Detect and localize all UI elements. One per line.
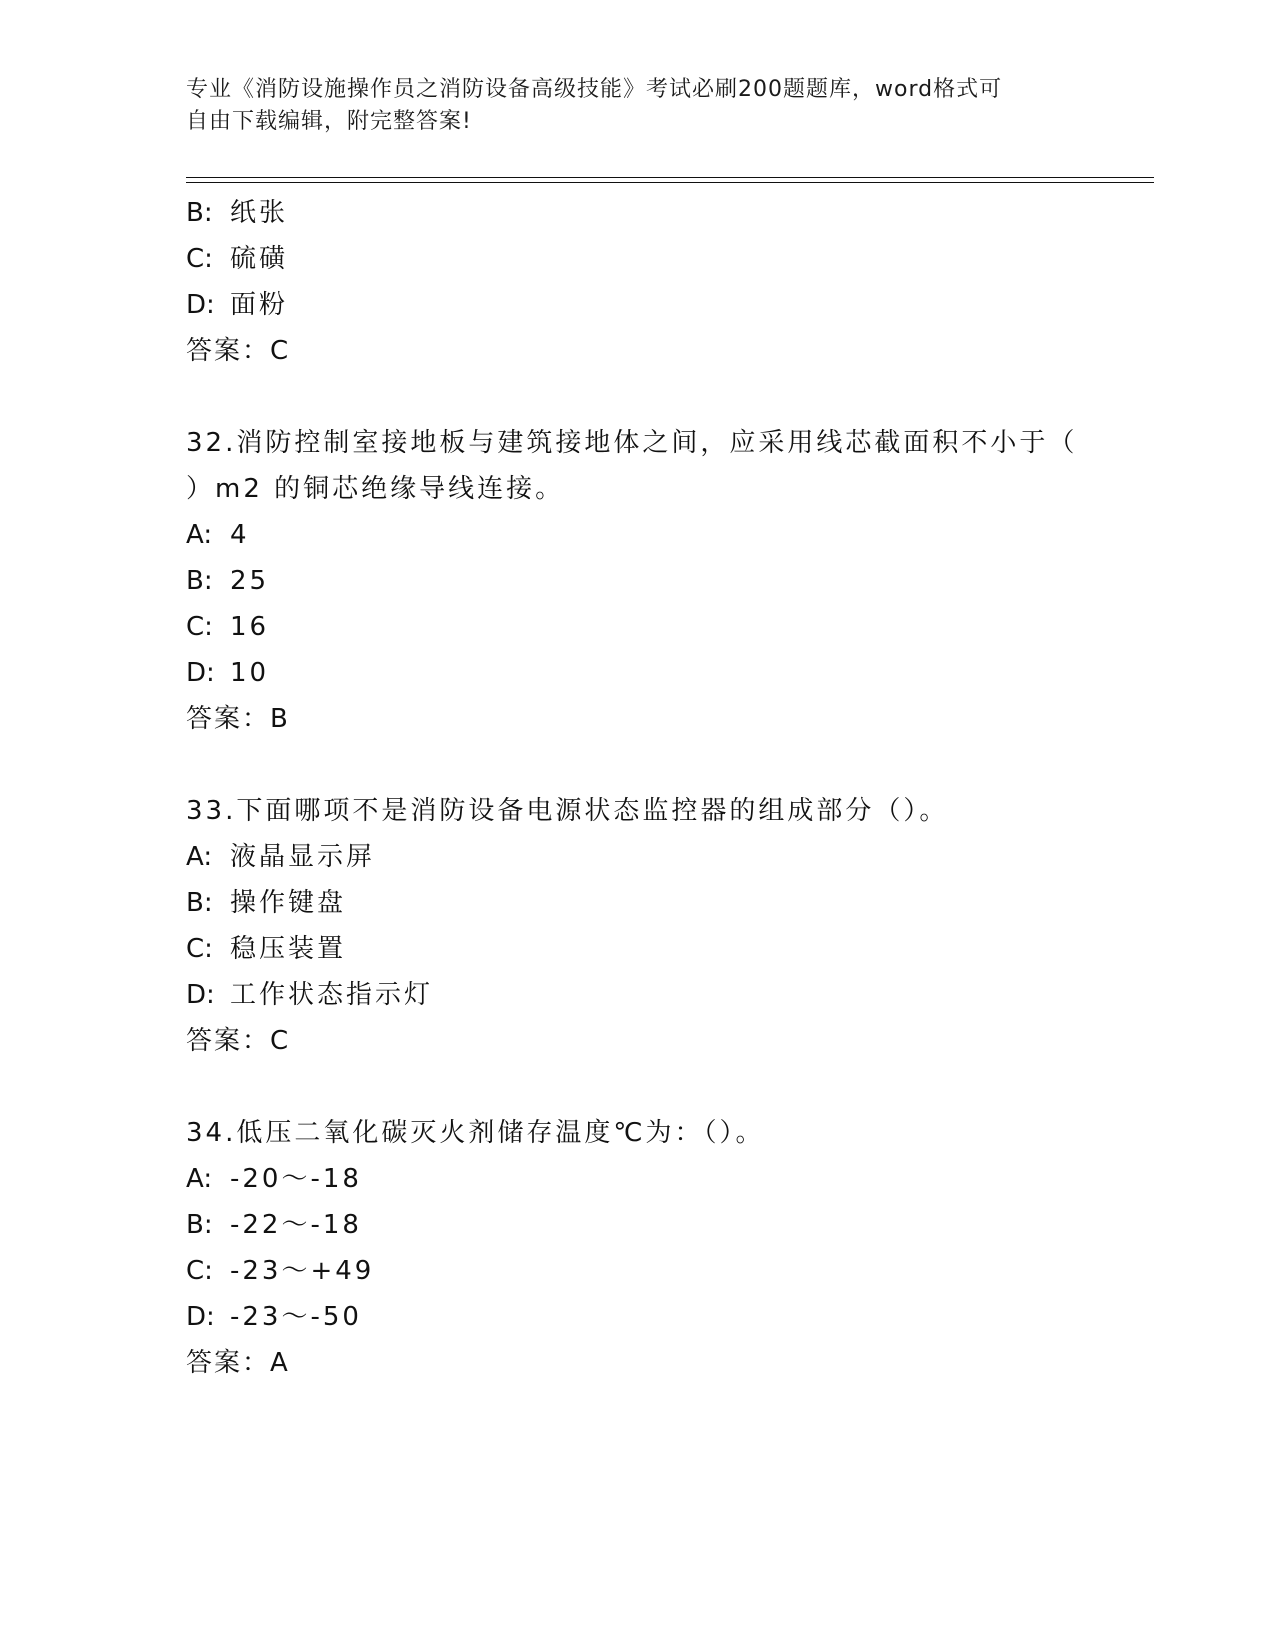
answer-line: 答案：A [186,1348,290,1378]
option-c [186,236,1086,282]
option-key: A: [186,520,213,550]
answer-line: 答案：C [186,1026,291,1056]
option-key: D: [186,290,215,320]
option-key: B: [186,566,213,596]
option-text: -23～-50 [230,1302,362,1332]
option-c [186,926,1086,972]
option-c [186,604,1086,650]
option-key: C: [186,244,213,274]
option-b [186,880,1086,926]
option-key: D: [186,658,215,688]
option-key: B: [186,1210,213,1240]
option-text: 面粉 [230,290,289,320]
document-header [186,74,1086,138]
option-a [186,834,1086,880]
option-c [186,1248,1086,1294]
question-stem-line-1: 33.下面哪项不是消防设备电源状态监控器的组成部分（）。 [186,796,949,826]
option-key: C: [186,1256,213,1286]
option-key: B: [186,888,213,918]
option-key: A: [186,842,213,872]
question-list [186,190,1086,1386]
option-text: -23～+49 [230,1256,375,1286]
option-text: 25 [230,566,270,596]
question-stem-line-1: 32.消防控制室接地板与建筑接地体之间，应采用线芯截面积不小于（ [186,428,1078,458]
answer-line: 答案：C [186,336,291,366]
question-stem-line-1: 34.低压二氧化碳灭火剂储存温度℃为：（）。 [186,1118,765,1148]
option-text: -20～-18 [230,1164,362,1194]
header-line-1: 专业《消防设施操作员之消防设备高级技能》考试必刷200题题库，word格式可 [186,77,1003,102]
option-a [186,512,1086,558]
option-text: 操作键盘 [230,888,347,918]
option-text: 纸张 [230,198,289,228]
option-d [186,650,1086,696]
answer-line: 答案：B [186,704,290,734]
option-a [186,1156,1086,1202]
option-key: D: [186,1302,215,1332]
option-text: 硫磺 [230,244,289,274]
option-key: B: [186,198,213,228]
option-text: 16 [230,612,270,642]
option-key: C: [186,612,213,642]
header-divider-bottom [186,182,1154,183]
option-b [186,190,1086,236]
option-key: C: [186,934,213,964]
option-text: 工作状态指示灯 [230,980,434,1010]
option-text: 稳压装置 [230,934,347,964]
option-text: 10 [230,658,270,688]
question-31-tail [186,190,1086,374]
question-33 [186,788,1086,1064]
question-stem-line-2: ）m2 的铜芯绝缘导线连接。 [186,474,565,504]
option-text: 液晶显示屏 [230,842,376,872]
option-text: 4 [230,520,250,550]
option-text: -22～-18 [230,1210,362,1240]
option-d [186,1294,1086,1340]
option-key: A: [186,1164,213,1194]
option-d [186,972,1086,1018]
question-34 [186,1110,1086,1386]
option-b [186,558,1086,604]
option-b [186,1202,1086,1248]
option-key: D: [186,980,215,1010]
header-divider-top [186,177,1154,178]
question-32 [186,420,1086,742]
option-d [186,282,1086,328]
header-line-2: 自由下载编辑，附完整答案! [186,109,472,134]
